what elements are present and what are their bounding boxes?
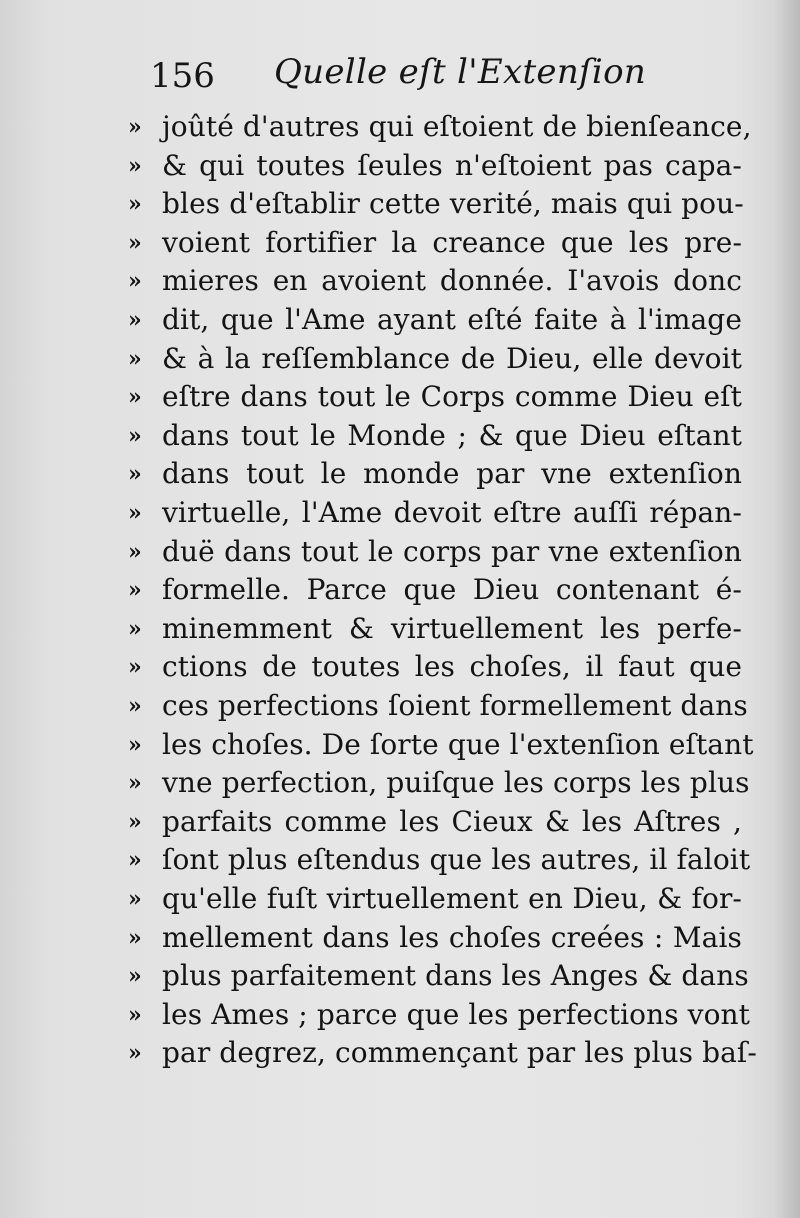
text-line [0,185,800,225]
line-text: ſont plus eſtendus que les autres, il faloit [162,843,751,877]
line-text: parfaits comme les Cieux & les Aſtres , [162,804,742,838]
quotation-mark: » [128,345,142,372]
line-text: bles d'eſtablir cette verité, mais qui pou- [162,187,744,221]
text-line [0,340,800,380]
page-header [0,52,800,100]
quotation-mark: » [128,963,142,990]
line-text: plus parfaitement dans les Anges & dans [162,959,749,993]
quotation-mark: » [128,886,142,912]
text-line [0,610,800,650]
line-text: les choſes. De ſorte que l'extenſion eſtant [162,727,754,761]
line-text: mellement dans les choſes creées : Mais [162,920,742,954]
text-line [0,841,800,881]
quotation-mark: » [128,693,142,719]
quotation-mark: » [128,538,142,565]
text-line [0,803,800,843]
quotation-mark: » [128,731,142,758]
line-text: mieres en avoient donnée. I'avois donc [162,264,742,298]
text-line [0,687,800,727]
line-text: ces perfections ſoient formellement dans [162,689,748,722]
quotation-mark: » [128,461,142,488]
quotation-mark: » [128,808,142,835]
line-text: qu'elle fuſt virtuellement en Dieu, & for- [162,882,742,915]
text-line [0,301,800,341]
text-line [0,533,800,573]
text-line [0,147,800,187]
quotation-mark: » [128,191,142,218]
line-text: dit, que l'Ame ayant eſté faite à l'image [162,303,742,336]
line-text: vne perfection, puiſque les corps les plus [162,766,750,800]
text-line [0,571,800,611]
quotation-mark: » [128,114,142,140]
text-line [0,378,800,418]
line-text: eſtre dans tout le Corps comme Dieu eſt [162,380,742,414]
line-text: minemment & virtuellement les perfe- [162,611,742,645]
text-line [0,764,800,804]
text-line [0,224,800,264]
line-text: voient fortifier la creance que les pre- [162,225,742,259]
text-line [0,417,800,457]
line-text: dans tout le Monde ; & que Dieu eſtant [162,418,742,452]
quotation-mark: » [128,615,142,642]
text-line [0,957,800,997]
line-text: & qui toutes ſeules n'eſtoient pas capa- [162,148,742,182]
line-text: par degrez, commençant par les plus baſ- [162,1036,757,1070]
line-text: joûté d'autres qui eſtoient de bienſeance, [162,110,752,143]
page-number: 156 [150,56,215,96]
text-line [0,726,800,766]
line-text: virtuelle, l'Ame devoit eſtre auſſi répan- [162,496,742,529]
quotation-mark: » [128,924,142,951]
text-line [0,108,800,148]
line-text: dans tout le monde par vne extenſion [162,457,742,491]
quotation-mark: » [128,770,142,797]
text-line [0,1034,800,1074]
quotation-mark: » [128,500,142,526]
text-line [0,494,800,534]
quotation-mark: » [128,847,142,874]
quotation-mark: » [128,1001,142,1028]
line-text: & à la reſſemblance de Dieu, elle devoit [162,341,742,375]
text-line [0,455,800,495]
line-text: formelle. Parce que Dieu contenant é- [162,573,742,607]
quotation-mark: » [128,384,142,411]
quotation-mark: » [128,152,142,179]
quotation-mark: » [128,654,142,681]
text-line [0,996,800,1036]
line-text: ctions de toutes les choſes, il faut que [162,650,742,684]
quotation-mark: » [128,268,142,295]
quotation-mark: » [128,422,142,449]
quotation-mark: » [128,307,142,333]
running-title: Quelle eſt l'Extenſion [274,52,647,92]
text-line [0,880,800,920]
text-line [0,919,800,959]
line-text: les Ames ; parce que les perfections vont [162,997,751,1031]
quotation-mark: » [128,229,142,256]
quotation-mark: » [128,577,142,604]
text-line [0,648,800,688]
line-text: duë dans tout le corps par vne extenſion [162,534,742,568]
text-line [0,262,800,302]
quotation-mark: » [128,1040,142,1067]
